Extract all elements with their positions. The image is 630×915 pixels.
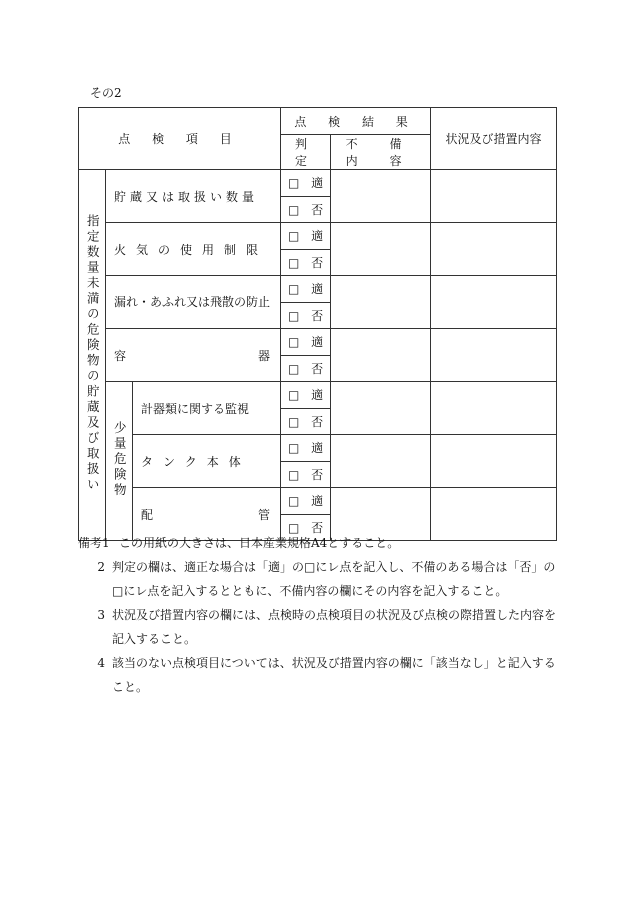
status-field[interactable]	[431, 170, 557, 223]
remark-line: □にレ点を記入するとともに、不備内容の欄にその内容を記入すること。	[112, 584, 508, 598]
item-fire-use-restriction: 火気の使用制限	[106, 223, 281, 276]
judge-ng-checkbox[interactable]: □ 否	[281, 408, 331, 435]
header-judgement: 判 定	[281, 135, 331, 170]
remark-text	[112, 651, 568, 699]
remark-3	[78, 603, 568, 651]
status-field[interactable]	[431, 329, 557, 382]
judge-ng-checkbox[interactable]: □ 否	[281, 196, 331, 223]
judge-ng-checkbox[interactable]: □ 否	[281, 461, 331, 488]
defect-field[interactable]	[331, 435, 431, 488]
remarks	[78, 531, 568, 699]
item-instrument-monitoring: 計器類に関する監視	[133, 382, 281, 435]
remark-4	[78, 651, 568, 699]
judge-ok-checkbox[interactable]: □ 適	[281, 382, 331, 409]
remark-line: 記入すること。	[112, 632, 197, 646]
category-label: 指定数量未満の危険物の貯蔵及び取扱い	[85, 214, 101, 493]
remark-head: 備考1	[78, 536, 110, 550]
defect-field[interactable]	[331, 329, 431, 382]
remark-1	[78, 531, 568, 555]
judge-ng-checkbox[interactable]: □ 否	[281, 355, 331, 382]
item-tank-body: タンク本体	[133, 435, 281, 488]
remark-2	[78, 555, 568, 603]
defect-field[interactable]	[331, 276, 431, 329]
remark-line: 判定の欄は、適正な場合は「適」の□にレ点を記入し、不備のある場合は「否」の	[112, 560, 556, 574]
judge-ng-checkbox[interactable]: □ 否	[281, 249, 331, 276]
header-status-measures: 状況及び措置内容	[431, 108, 557, 170]
remark-number: 3	[97, 608, 105, 622]
header-inspection-item: 点 検 項 目	[79, 108, 281, 170]
status-field[interactable]	[431, 382, 557, 435]
page-label: その2	[90, 86, 122, 100]
status-field[interactable]	[431, 223, 557, 276]
item-storage-quantity: 貯蔵又は取扱い数量	[106, 170, 281, 223]
judge-ok-checkbox[interactable]: □ 適	[281, 488, 331, 515]
defect-field[interactable]	[331, 170, 431, 223]
remark-line: 該当のない点検項目については、状況及び措置内容の欄に「該当なし」と記入する	[112, 656, 556, 670]
category-cell	[79, 170, 106, 541]
status-field[interactable]	[431, 276, 557, 329]
item-container-right: 器	[258, 348, 271, 363]
item-piping-right: 管	[258, 507, 271, 522]
sub-category-label: 少量危険物	[112, 420, 128, 499]
defect-field[interactable]	[331, 382, 431, 435]
remark-number: 2	[97, 560, 105, 574]
remark-line: こと。	[112, 680, 149, 694]
judge-ng-checkbox[interactable]: □ 否	[281, 514, 331, 541]
judge-ng-checkbox[interactable]: □ 否	[281, 302, 331, 329]
remark-text: この用紙の大きさは、日本産業規格A4とすること。	[119, 536, 400, 550]
item-container-left: 容	[114, 348, 127, 363]
header-inspection-result: 点 検 結 果	[281, 108, 431, 135]
judge-ok-checkbox[interactable]: □ 適	[281, 170, 331, 197]
sub-category-cell	[106, 382, 133, 541]
remark-number: 4	[97, 656, 105, 670]
defect-field[interactable]	[331, 223, 431, 276]
judge-ok-checkbox[interactable]: □ 適	[281, 276, 331, 303]
item-container	[106, 329, 281, 382]
header-defect: 不 備 内 容	[331, 135, 431, 170]
item-piping-left: 配	[141, 507, 154, 522]
item-leak-prevention: 漏れ・あふれ又は飛散の防止	[106, 276, 281, 329]
judge-ok-checkbox[interactable]: □ 適	[281, 223, 331, 250]
judge-ok-checkbox[interactable]: □ 適	[281, 329, 331, 356]
status-field[interactable]	[431, 435, 557, 488]
remark-line: 状況及び措置内容の欄には、点検時の点検項目の状況及び点検の際措置した内容を	[112, 608, 557, 622]
inspection-table	[78, 107, 557, 541]
remark-text	[112, 555, 568, 603]
judge-ok-checkbox[interactable]: □ 適	[281, 435, 331, 462]
remark-text	[112, 603, 568, 651]
